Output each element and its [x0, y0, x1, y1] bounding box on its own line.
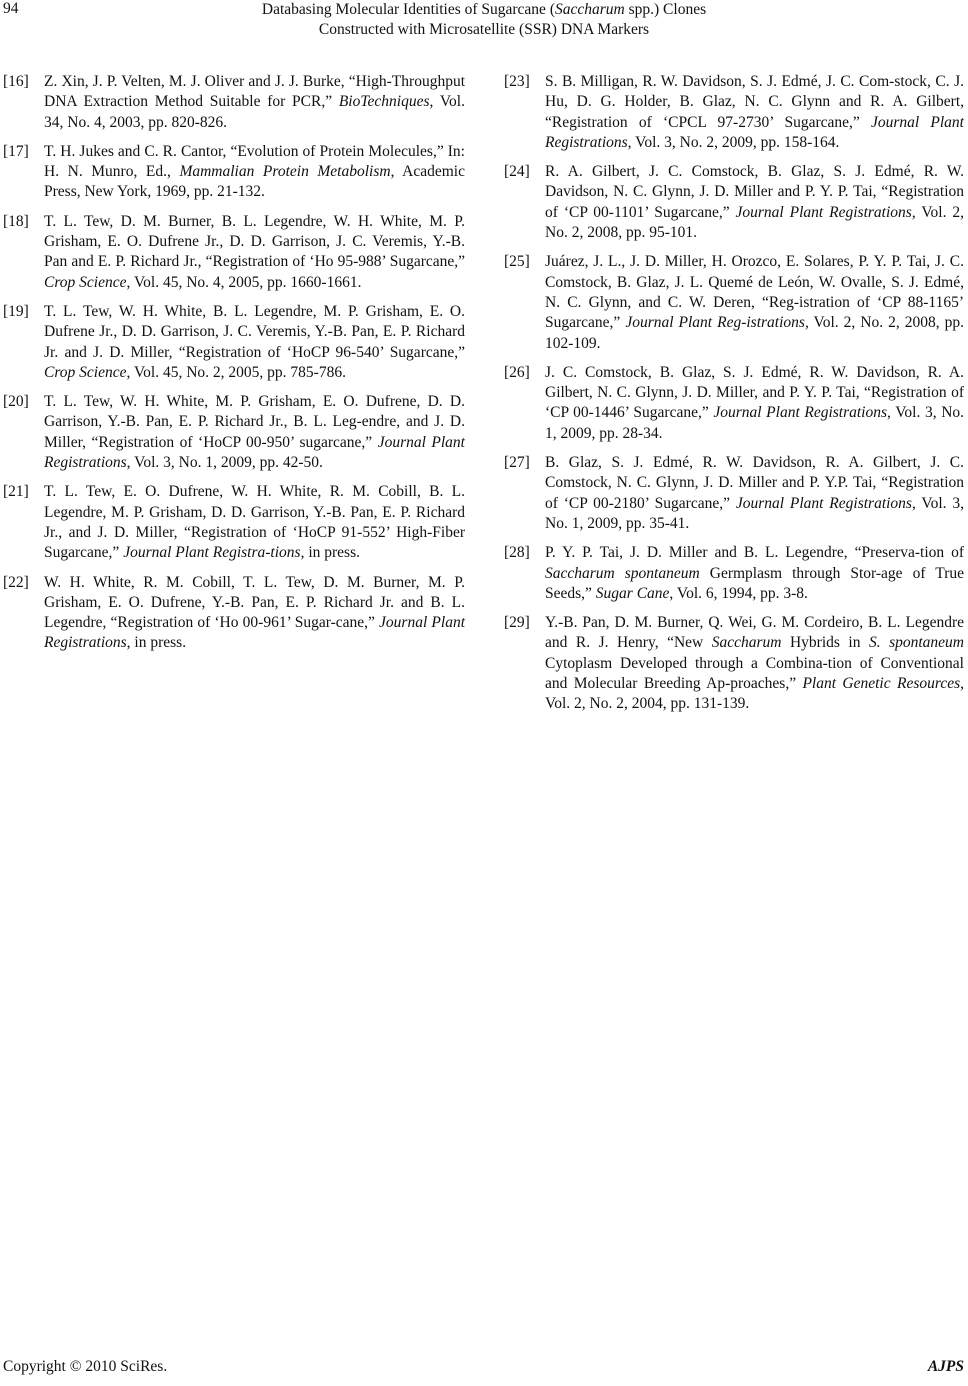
- footer-journal: AJPS: [927, 1358, 964, 1375]
- running-title-end: spp.) Clones: [624, 1, 707, 18]
- reference-text: [44, 573, 465, 654]
- reference-text: [44, 392, 465, 473]
- reference-segment: , Vol. 34, No. 4, 2003, pp. 820-826.: [44, 93, 465, 131]
- reference-entry: [3, 72, 465, 133]
- reference-number: [22]: [3, 573, 29, 591]
- reference-number: [25]: [504, 253, 530, 271]
- reference-segment: , Academic Press, New York, 1969, pp. 21-132.: [44, 163, 465, 201]
- reference-number: [29]: [504, 614, 530, 632]
- running-subtitle: Constructed with Microsatellite (SSR) DNA Markers: [318, 21, 650, 38]
- reference-entry: [3, 142, 465, 203]
- reference-text: [545, 363, 964, 444]
- reference-text: [545, 72, 964, 153]
- running-title-genus: Saccharum: [554, 1, 625, 18]
- reference-number: [19]: [3, 302, 29, 320]
- reference-segment: Cytoplasm Developed through a Combina-tion of Conventional and Molecular Breeding Ap-proaches,”: [545, 654, 964, 693]
- reference-text: [44, 212, 465, 293]
- reference-segment: , Vol. 45, No. 2, 2005, pp. 785-786.: [126, 363, 346, 381]
- reference-segment: , Vol. 2, No. 2, 2008, pp. 95-101.: [545, 203, 964, 242]
- reference-segment: , Vol. 3, No. 2, 2009, pp. 158-164.: [627, 133, 840, 151]
- reference-segment: , Vol. 2, No. 2, 2004, pp. 131-139.: [545, 675, 964, 713]
- reference-italic-segment: Journal Plant Reg-istrations: [625, 314, 805, 332]
- reference-entry: [3, 212, 465, 293]
- reference-entry: [3, 392, 465, 473]
- reference-segment: , Vol. 6, 1994, pp. 3-8.: [669, 584, 808, 602]
- reference-segment: , Vol. 3, No. 1, 2009, pp. 28-34.: [545, 404, 965, 442]
- reference-text: [44, 142, 465, 203]
- reference-number: [20]: [3, 393, 29, 411]
- reference-text: [545, 162, 964, 243]
- reference-segment: T. L. Tew, W. H. White, B. L. Legendre, M. P. Grisham, E. O. Dufrene Jr., D. D. Garrison, J. C. Veremis, Y.-B. Pan, E. P. Richard Jr. and J. D. Miller, “Registration of ‘HoCP 96-540’ Sugarcane,”: [44, 302, 465, 361]
- reference-number: [21]: [3, 483, 29, 501]
- reference-italic-segment: S. spontaneum: [868, 634, 965, 652]
- reference-italic-segment: Saccharum spontaneum: [545, 564, 700, 582]
- reference-segment: T. H. Jukes and C. R. Cantor, “Evolution of Protein Molecules,” In: H. N. Munro, Ed.,: [44, 142, 465, 181]
- reference-number: [24]: [504, 163, 530, 181]
- reference-segment: R. A. Gilbert, J. C. Comstock, B. Glaz, S. J. Edmé, R. W. Davidson, N. C. Glynn, J. D. Miller and P. Y. P. Tai, “Registration of ‘CP 00-1101’ Sugarcane,”: [545, 163, 964, 221]
- reference-text: [545, 252, 964, 353]
- reference-entry: [504, 613, 964, 714]
- reference-italic-segment: Plant Genetic Resources: [802, 675, 961, 693]
- reference-italic-segment: Journal Plant Registrations: [44, 614, 465, 652]
- reference-entry: [3, 302, 465, 383]
- reference-number: [27]: [504, 454, 530, 472]
- reference-italic-segment: Journal Plant Registrations: [735, 494, 912, 512]
- reference-segment: Y.-B. Pan, D. M. Burner, Q. Wei, G. M. Cordeiro, B. L. Legendre and R. J. Henry, “New: [545, 614, 964, 652]
- reference-entry: [504, 543, 964, 604]
- reference-segment: Z. Xin, J. P. Velten, M. J. Oliver and J. J. Burke, “High-Throughput DNA Extraction Method Suitable for PCR,”: [44, 73, 465, 111]
- reference-entry: [504, 72, 964, 153]
- reference-segment: , in press.: [300, 544, 360, 562]
- reference-italic-segment: Journal Plant Registrations: [735, 203, 912, 221]
- reference-text: [545, 613, 964, 714]
- reference-number: [18]: [3, 212, 29, 230]
- reference-text: [44, 302, 465, 383]
- reference-entry: [504, 363, 964, 444]
- references-right-column: [504, 72, 964, 724]
- reference-segment: , Vol. 2, No. 2, 2008, pp. 102-109.: [545, 314, 964, 352]
- page-number: 94: [3, 0, 19, 17]
- reference-segment: T. L. Tew, E. O. Dufrene, W. H. White, R. M. Cobill, B. L. Legendre, M. P. Grisham, D. D. Garrison, Y.-B. Pan, E. P. Richard Jr., and J. D. Miller, “Registration of ‘HoCP 91-552’ High-Fiber Sugarcane,”: [44, 483, 465, 562]
- footer-copyright: Copyright © 2010 SciRes.: [3, 1358, 168, 1375]
- reference-entry: [504, 453, 964, 534]
- reference-text: [44, 72, 465, 133]
- reference-text: [44, 482, 465, 563]
- reference-text: [545, 453, 964, 534]
- reference-number: [23]: [504, 73, 530, 90]
- reference-segment: Juárez, J. L., J. D. Miller, H. Orozco, E. Solares, P. Y. P. Tai, J. C. Comstock, B. Glaz, J. L. Quemé de León, W. Ovalle, S. J. Edmé, N. C. Glynn, and C. W. Deren, “Reg-istration of ‘CP 88-1165’ Sugarcane,”: [545, 253, 964, 332]
- reference-segment: , in press.: [126, 634, 187, 652]
- reference-italic-segment: Saccharum: [711, 634, 782, 652]
- reference-segment: , Vol. 45, No. 4, 2005, pp. 1660-1661.: [126, 273, 362, 291]
- reference-entry: [504, 252, 964, 353]
- reference-segment: , Vol. 3, No. 1, 2009, pp. 35-41.: [545, 494, 964, 532]
- reference-italic-segment: Mammalian Protein Metabolism: [179, 163, 391, 181]
- reference-number: [17]: [3, 142, 29, 160]
- running-title-start: Databasing Molecular Identities of Sugarcane (: [261, 1, 555, 18]
- reference-segment: P. Y. P. Tai, J. D. Miller and B. L. Legendre, “Preserva-tion of: [545, 544, 964, 562]
- reference-segment: T. L. Tew, W. H. White, M. P. Grisham, E. O. Dufrene, D. D. Garrison, Y.-B. Pan, E. P. Richard Jr., B. L. Leg-endre, and J. D. Miller, “Registration of ‘HoCP 00-950’ sugarcane,”: [44, 393, 465, 451]
- reference-entry: [504, 162, 964, 243]
- reference-segment: J. C. Comstock, B. Glaz, S. J. Edmé, R. W. Davidson, R. A. Gilbert, N. C. Glynn, J. D. Miller, and P. Y. P. Tai, “Registration of ‘CP 00-1446’ Sugarcane,”: [545, 363, 964, 422]
- reference-segment: T. L. Tew, D. M. Burner, B. L. Legendre, W. H. White, M. P. Grisham, E. O. Dufrene Jr., D. D. Garrison, J. C. Veremis, Y.-B. Pan and E. P. Richard Jr., “Registration of ‘Ho 95-988’ Sugarcane,”: [44, 212, 465, 271]
- reference-segment: Hybrids in: [781, 634, 869, 652]
- reference-text: [545, 543, 964, 604]
- reference-segment: Germplasm through Stor-age of True Seeds,”: [545, 564, 964, 602]
- reference-number: [28]: [504, 544, 530, 562]
- reference-italic-segment: Journal Plant Registra-tions: [123, 544, 301, 562]
- reference-italic-segment: Journal Plant Registrations: [44, 433, 465, 472]
- running-header: [0, 0, 968, 40]
- reference-italic-segment: Crop Science: [44, 273, 127, 291]
- reference-italic-segment: Journal Plant Registrations: [545, 113, 964, 151]
- reference-italic-segment: BioTechniques: [338, 93, 430, 111]
- references-left-column: [3, 72, 465, 663]
- reference-segment: , Vol. 3, No. 1, 2009, pp. 42-50.: [126, 454, 323, 472]
- reference-number: [16]: [3, 73, 29, 90]
- reference-italic-segment: Sugar Cane: [595, 584, 670, 602]
- reference-segment: S. B. Milligan, R. W. Davidson, S. J. Edmé, J. C. Com-stock, C. J. Hu, D. G. Holder, B. Glaz, N. C. Glynn and R. A. Gilbert, “Registration of ‘CPCL 97-2730’ Sugarcane,”: [545, 73, 964, 131]
- reference-italic-segment: Crop Science: [44, 363, 127, 381]
- reference-number: [26]: [504, 363, 530, 381]
- reference-italic-segment: Journal Plant Registrations: [713, 404, 888, 422]
- running-title: [0, 0, 968, 20]
- reference-entry: [3, 482, 465, 563]
- reference-segment: W. H. White, R. M. Cobill, T. L. Tew, D. M. Burner, M. P. Grisham, E. O. Dufrene, Y.-B. Pan, E. P. Richard Jr. and B. L. Legendre, “Registration of ‘Ho 00-961’ Sugar-cane,”: [44, 573, 465, 632]
- reference-entry: [3, 573, 465, 654]
- reference-segment: B. Glaz, S. J. Edmé, R. W. Davidson, R. A. Gilbert, J. C. Comstock, N. C. Glynn, J. D. Miller and P. Y.P. Tai, “Registration of ‘CP 00-2180’ Sugarcane,”: [545, 454, 964, 512]
